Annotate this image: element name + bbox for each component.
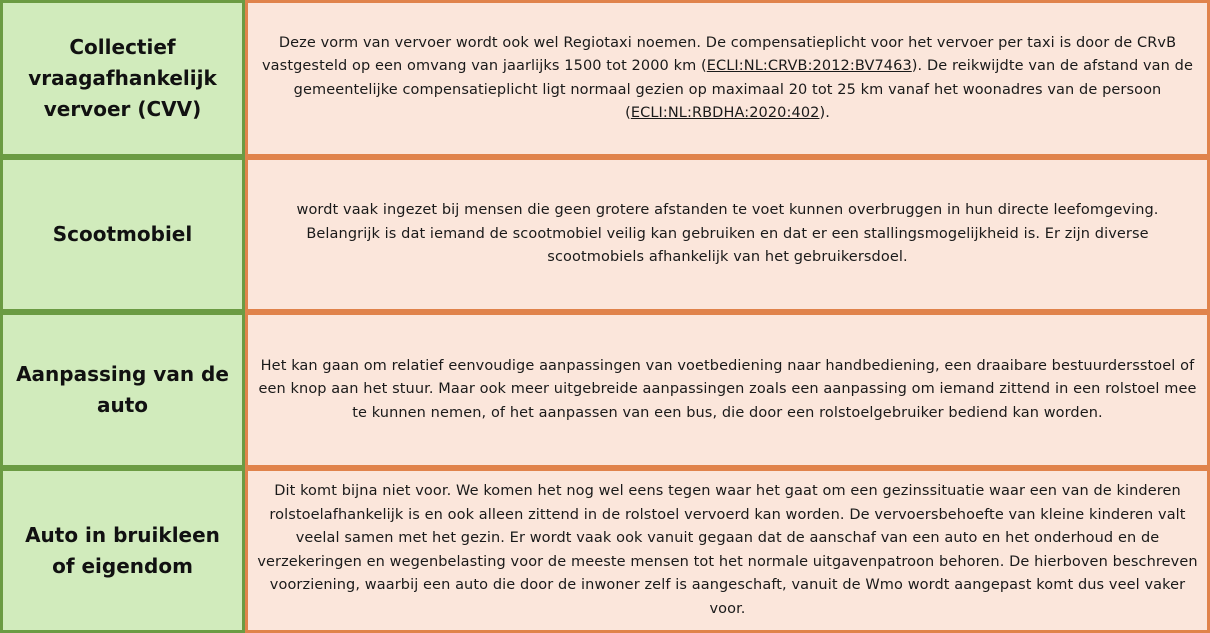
ecli-link-rbdha[interactable]: ECLI:NL:RBDHA:2020:402 xyxy=(630,105,820,121)
row-label-auto-bruikleen: Auto in bruikleen of eigendom xyxy=(25,522,220,578)
cvv-text-part-1: Deze vorm van vervoer wordt ook wel Regiotaxi noemen. De compensatieplicht voor het vervoer per taxi is door de CRvB vastgesteld op een omvang van jaarlijks 1500 tot 2000 km ( xyxy=(262,34,1177,74)
row-description-scootmobiel: wordt vaak ingezet bij mensen die geen grotere afstanden te voet kunnen overbruggen in hun directe leefomgeving. Belangrijk is dat iemand de scootmobiel veilig kan gebruiken en dat er een stallingsmogelijkheid is. Er zijn diverse scootmobiels afhankelijk van het gebruikersdoel. xyxy=(296,202,1159,266)
row-label-cell-auto-bruikleen xyxy=(0,468,245,633)
row-label-cell-scootmobiel xyxy=(0,157,245,312)
row-label-scootmobiel: Scootmobiel xyxy=(52,222,193,246)
row-description-auto-aanpassing: Het kan gaan om relatief eenvoudige aanpassingen van voetbediening naar handbediening, een draaibare bestuurdersstoel of een knop aan het stuur. Maar ook meer uitgebreide aanpassingen zoals een aanpassing om iemand zittend in een rolstoel mee te kunnen nemen, of het aanpassen van een bus, die door een rolstoelgebruiker bediend kan worden. xyxy=(258,357,1197,421)
row-description-cvv xyxy=(256,32,1199,126)
cvv-text-part-2: ). De reikwijdte van de afstand van de gemeentelijke compensatieplicht ligt normaal gezien op maximaal 20 tot 25 km vanaf het woonadres van de persoon ( xyxy=(293,58,1193,121)
row-label-auto-aanpassing: Aanpassing van de auto xyxy=(16,362,229,417)
row-description-auto-bruikleen: Dit komt bijna niet voor. We komen het nog wel eens tegen waar het gaat om een gezinssituatie waar een van de kinderen rolstoelafhankelijk is en ook alleen zittend in de rolstoel vervoerd kan worden. De vervoersbehoefte van kleine kinderen valt veelal samen met het gezin. Er wordt vaak ook vanuit gegaan dat de aanschaf van een auto en het onderhoud en de verzekeringen en wegenbelasting voor de meeste mensen tot het normale uitgavenpatroon behoren. De hierboven beschreven voorziening, waarbij een auto die door de inwoner zelf is aangeschaft, vanuit de Wmo wordt aangepast komt dus veel vaker voor. xyxy=(257,483,1198,617)
row-label-cell-cvv xyxy=(0,0,245,157)
row-description-cell-cvv xyxy=(245,0,1210,157)
row-description-cell-auto-bruikleen xyxy=(245,468,1210,633)
row-label-cell-auto-aanpassing xyxy=(0,312,245,468)
row-description-cell-auto-aanpassing xyxy=(245,312,1210,468)
cvv-text-part-3: ). xyxy=(819,105,830,121)
row-description-cell-scootmobiel xyxy=(245,157,1210,312)
ecli-link-crvb[interactable]: ECLI:NL:CRVB:2012:BV7463 xyxy=(706,58,912,74)
row-label-cvv: Collectief vraagafhankelijk vervoer (CVV) xyxy=(28,35,217,121)
